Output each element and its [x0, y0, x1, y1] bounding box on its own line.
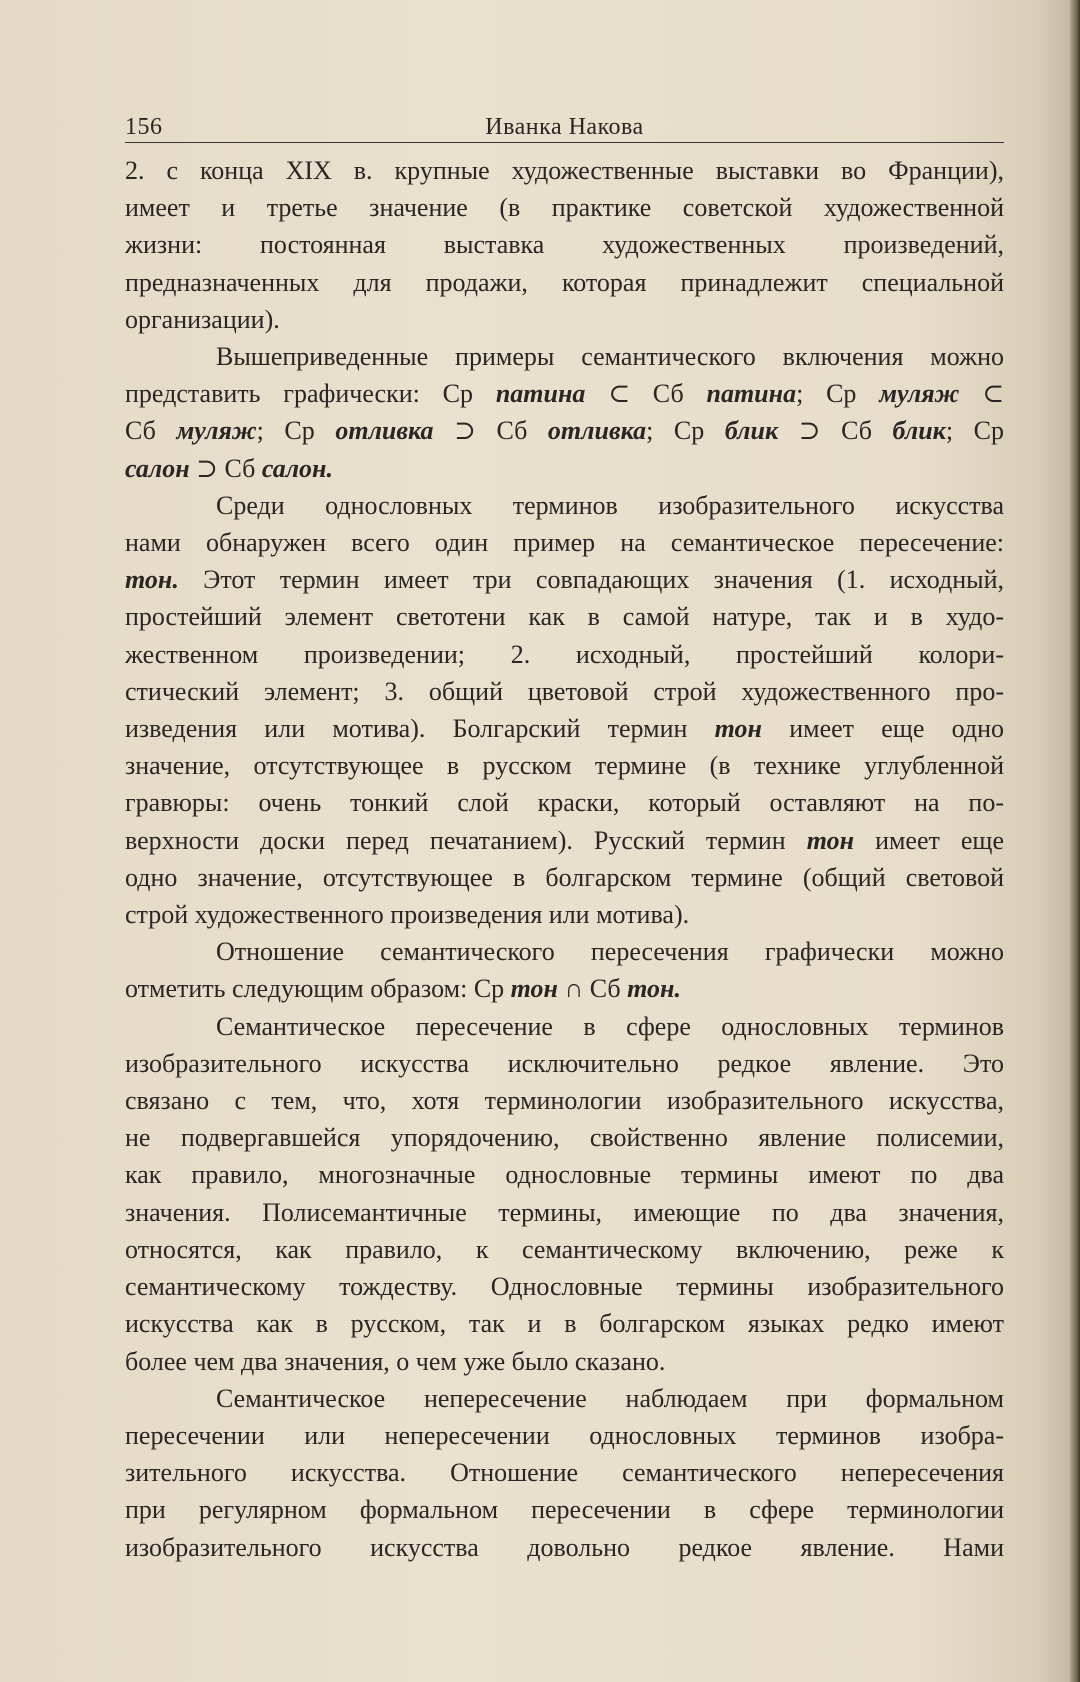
- term-italic: патина: [495, 379, 586, 409]
- book-spine-edge: [1070, 0, 1080, 1682]
- text-line: значение, отсутствующее в русском термине (в технике углубленной: [125, 751, 1004, 781]
- text-run: изведения или мотива). Болгарский термин: [125, 714, 715, 744]
- text-line: семантическому тождеству. Однословные термины изобразительного: [125, 1272, 1004, 1302]
- text-run: ; Ср: [796, 379, 880, 409]
- text-line: [125, 450, 1004, 487]
- text-run: ⊃ Сб: [778, 416, 893, 446]
- text-line: гравюры: очень тонкий слой краски, который оставляют на по-: [125, 788, 1004, 818]
- term-italic: тон.: [125, 565, 179, 595]
- text-run: имеет еще одно: [761, 714, 1004, 744]
- text-line: Отношение семантического пересечения графически можно: [216, 937, 1004, 967]
- text-run: верхности доски перед печатанием). Русский термин: [125, 825, 807, 855]
- text-line: [125, 375, 1004, 412]
- term-italic: муляж: [879, 379, 960, 409]
- text-line: жественном произведении; 2. исходный, простейший колори-: [125, 639, 1004, 669]
- body-text: [125, 152, 1004, 1566]
- term-italic: блик: [724, 416, 779, 446]
- text-line: одно значение, отсутствующее в болгарском термине (общий световой: [125, 862, 1004, 892]
- text-line: изобразительного искусства довольно редкое явление. Нами: [125, 1532, 1004, 1562]
- text-line: как правило, многозначные однословные термины имеют по два: [125, 1160, 1004, 1190]
- text-run: отметить следующим образом: Ср: [125, 974, 511, 1004]
- text-run: ∩ Сб: [558, 974, 628, 1004]
- text-line: строй художественного произведения или мотива).: [125, 900, 690, 930]
- text-run: ⊂: [959, 379, 1004, 409]
- page-number: 156: [125, 114, 163, 140]
- text-run: ; Ср: [646, 416, 725, 446]
- text-line: [125, 822, 1004, 859]
- term-italic: отливка: [335, 416, 434, 446]
- text-line: 2. с конца XIX в. крупные художественные выставки во Франции),: [125, 156, 1004, 185]
- text-line: искусства как в русском, так и в болгарском языках редко имеют: [125, 1309, 1004, 1339]
- text-line: нами обнаружен всего один пример на семантическое пересечение:: [125, 528, 1004, 558]
- page-header: [125, 112, 1004, 143]
- text-line: [125, 710, 1004, 747]
- text-line: при регулярном формальном пересечении в сфере терминологии: [125, 1495, 1004, 1525]
- text-line: стический элемент; 3. общий цветовой строй художественного про-: [125, 676, 1004, 706]
- text-line: зительного искусства. Отношение семантического непересечения: [125, 1458, 1004, 1488]
- text-line: имеет и третье значение (в практике советской художественной: [125, 193, 1004, 223]
- term-italic: салон: [125, 453, 190, 483]
- text-line: Семантическое непересечение наблюдаем при формальном: [216, 1383, 1004, 1413]
- text-line: пересечении или непересечении однословных терминов изобра-: [125, 1420, 1004, 1450]
- text-run: ⊃ Сб: [189, 453, 262, 483]
- term-italic: тон: [806, 825, 855, 855]
- text-run: имеет еще: [854, 825, 1004, 855]
- term-italic: тон: [510, 974, 558, 1004]
- text-run: Этот термин имеет три совпадающих значения (1. исходный,: [178, 565, 1004, 595]
- text-line: Среди однословных терминов изобразительного искусства: [216, 490, 1004, 520]
- term-italic: патина: [706, 379, 797, 409]
- text-line: жизни: постоянная выставка художественных произведений,: [125, 230, 1004, 260]
- text-run: Ср: [442, 379, 496, 409]
- text-line: относятся, как правило, к семантическому включению, реже к: [125, 1234, 1004, 1264]
- text-line: Семантическое пересечение в сфере однословных терминов: [216, 1011, 1004, 1041]
- text-run: ⊃ Сб: [433, 416, 548, 446]
- text-line: [125, 561, 1004, 598]
- text-line: простейший элемент светотени как в самой натуре, так и в худо-: [125, 602, 1004, 632]
- text-line: значения. Полисемантичные термины, имеющие по два значения,: [125, 1197, 1004, 1227]
- term-italic: тон.: [627, 974, 681, 1004]
- text-run: ⊂ Сб: [585, 379, 707, 409]
- text-line: предназначенных для продажи, которая принадлежит специальной: [125, 267, 1004, 297]
- text-line: изобразительного искусства исключительно редкое явление. Это: [125, 1048, 1004, 1078]
- text-line: [125, 970, 1004, 1007]
- text-line: Вышеприведенные примеры семантического включения можно: [216, 342, 1004, 372]
- term-italic: муляж: [176, 416, 257, 446]
- text-line: более чем два значения, о чем уже было сказано.: [125, 1346, 666, 1376]
- running-title: Иванка Накова: [485, 114, 644, 140]
- term-italic: отливка: [547, 416, 647, 446]
- term-italic: салон.: [261, 453, 333, 483]
- text-run: Сб: [125, 416, 177, 446]
- text-run: представить графически:: [125, 379, 443, 409]
- text-run: ; Ср: [256, 416, 336, 446]
- term-italic: блик: [892, 416, 946, 446]
- text-line: организации).: [125, 304, 280, 334]
- text-line: связано с тем, что, хотя терминологии изобразительного искусства,: [125, 1086, 1004, 1116]
- text-line: не подвергавшейся упорядочению, свойственно явление полисемии,: [125, 1123, 1004, 1153]
- text-line: [125, 412, 1004, 449]
- text-run: ; Ср: [945, 416, 1004, 446]
- term-italic: тон: [714, 714, 762, 744]
